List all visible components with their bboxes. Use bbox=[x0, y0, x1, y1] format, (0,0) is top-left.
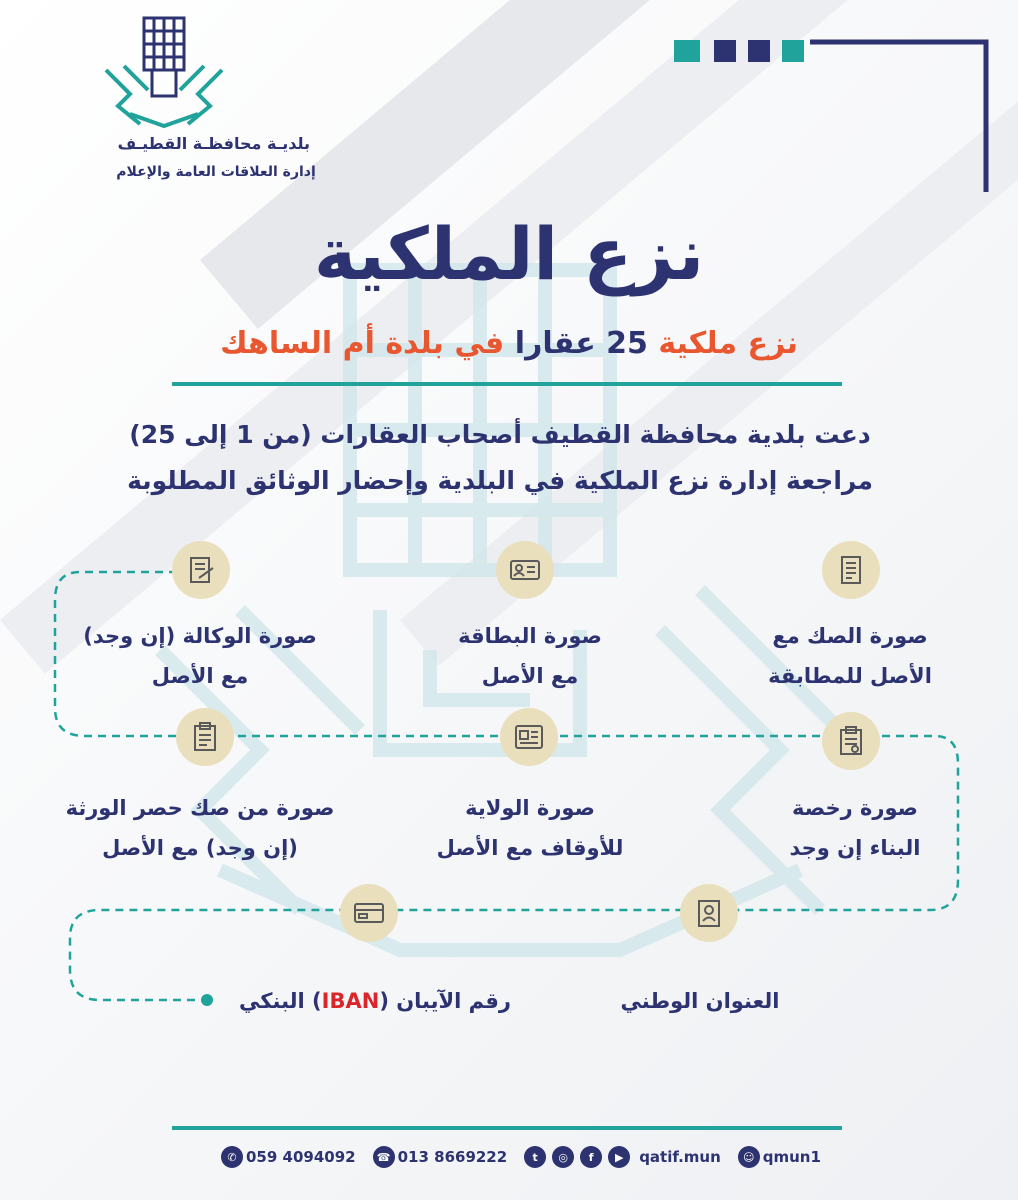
iban-label: IBAN bbox=[321, 989, 380, 1013]
whatsapp-number[interactable]: 059 4094092 bbox=[246, 1148, 356, 1166]
snapchat-handle[interactable]: qmun1 bbox=[762, 1148, 821, 1166]
phone-icon[interactable]: ☎ bbox=[373, 1146, 395, 1168]
snapchat-icon[interactable]: ☺ bbox=[738, 1146, 760, 1168]
document-label: العنوان الوطني bbox=[620, 989, 780, 1013]
document-label: صورة البطاقة bbox=[458, 624, 602, 648]
document-label: صورة من صك حصر الورثة bbox=[65, 796, 335, 820]
document-label: ) البنكي bbox=[239, 989, 322, 1013]
signed-document-icon bbox=[172, 541, 230, 599]
document-item bbox=[400, 788, 660, 868]
qatif-municipality-logo-icon bbox=[100, 10, 230, 128]
subtitle bbox=[0, 326, 1018, 361]
subtitle-part: في بلدة bbox=[385, 326, 505, 361]
document-item bbox=[40, 788, 360, 868]
document-item bbox=[750, 788, 960, 868]
document-label: مع الأصل bbox=[481, 664, 579, 688]
social-handle[interactable]: qatif.mun bbox=[639, 1148, 721, 1166]
document-label: صورة الوكالة (إن وجد) bbox=[83, 624, 317, 648]
subtitle-part: نزع ملكية bbox=[658, 326, 798, 361]
document-label: البناء إن وجد bbox=[789, 836, 921, 860]
subtitle-part: أم الساهك bbox=[220, 326, 375, 361]
intro-line: مراجعة إدارة نزع الملكية في البلدية وإحضار الوثائق المطلوبة bbox=[127, 466, 873, 495]
document-label: مع الأصل bbox=[151, 664, 249, 688]
instagram-icon[interactable]: ◎ bbox=[552, 1146, 574, 1168]
whatsapp-icon[interactable]: ✆ bbox=[221, 1146, 243, 1168]
guardianship-card-icon bbox=[500, 708, 558, 766]
intro-line: دعت بلدية محافظة القطيف أصحاب العقارات (من 1 إلى 25) bbox=[129, 420, 871, 449]
subtitle-number: 25 bbox=[606, 326, 648, 361]
footer-divider bbox=[172, 1126, 842, 1130]
facebook-icon[interactable]: f bbox=[580, 1146, 602, 1168]
divider bbox=[172, 382, 842, 386]
document-label: للأوقاف مع الأصل bbox=[436, 836, 624, 860]
document-label: صورة الصك مع bbox=[772, 624, 928, 648]
document-label: صورة رخصة bbox=[792, 796, 918, 820]
document-item bbox=[420, 616, 640, 696]
twitter-icon[interactable]: t bbox=[524, 1146, 546, 1168]
bank-card-icon bbox=[340, 884, 398, 942]
document-item bbox=[225, 981, 525, 1021]
document-label: (إن وجد) مع الأصل bbox=[102, 836, 298, 860]
id-card-icon bbox=[496, 541, 554, 599]
license-clipboard-icon bbox=[822, 712, 880, 770]
org-name: بلديـة محافظـة القطيـف bbox=[117, 134, 310, 153]
department-name: إدارة العلاقات العامة والإعلام bbox=[116, 164, 316, 180]
document-label: رقم الآيبان ( bbox=[379, 989, 511, 1013]
document-label: صورة الولاية bbox=[465, 796, 595, 820]
document-item bbox=[50, 616, 350, 696]
phone-number[interactable]: 013 8669222 bbox=[397, 1148, 508, 1166]
footer-contacts bbox=[218, 1142, 821, 1172]
page-title: نزع الملكية bbox=[313, 212, 705, 296]
subtitle-part: عقارا bbox=[514, 326, 596, 361]
deed-document-icon bbox=[822, 541, 880, 599]
corner-decoration bbox=[670, 36, 1000, 206]
inheritance-clipboard-icon bbox=[176, 708, 234, 766]
document-label: الأصل للمطابقة bbox=[768, 664, 932, 688]
youtube-icon[interactable]: ▶ bbox=[608, 1146, 630, 1168]
document-item bbox=[590, 981, 810, 1021]
document-item bbox=[740, 616, 960, 696]
national-address-icon bbox=[680, 884, 738, 942]
